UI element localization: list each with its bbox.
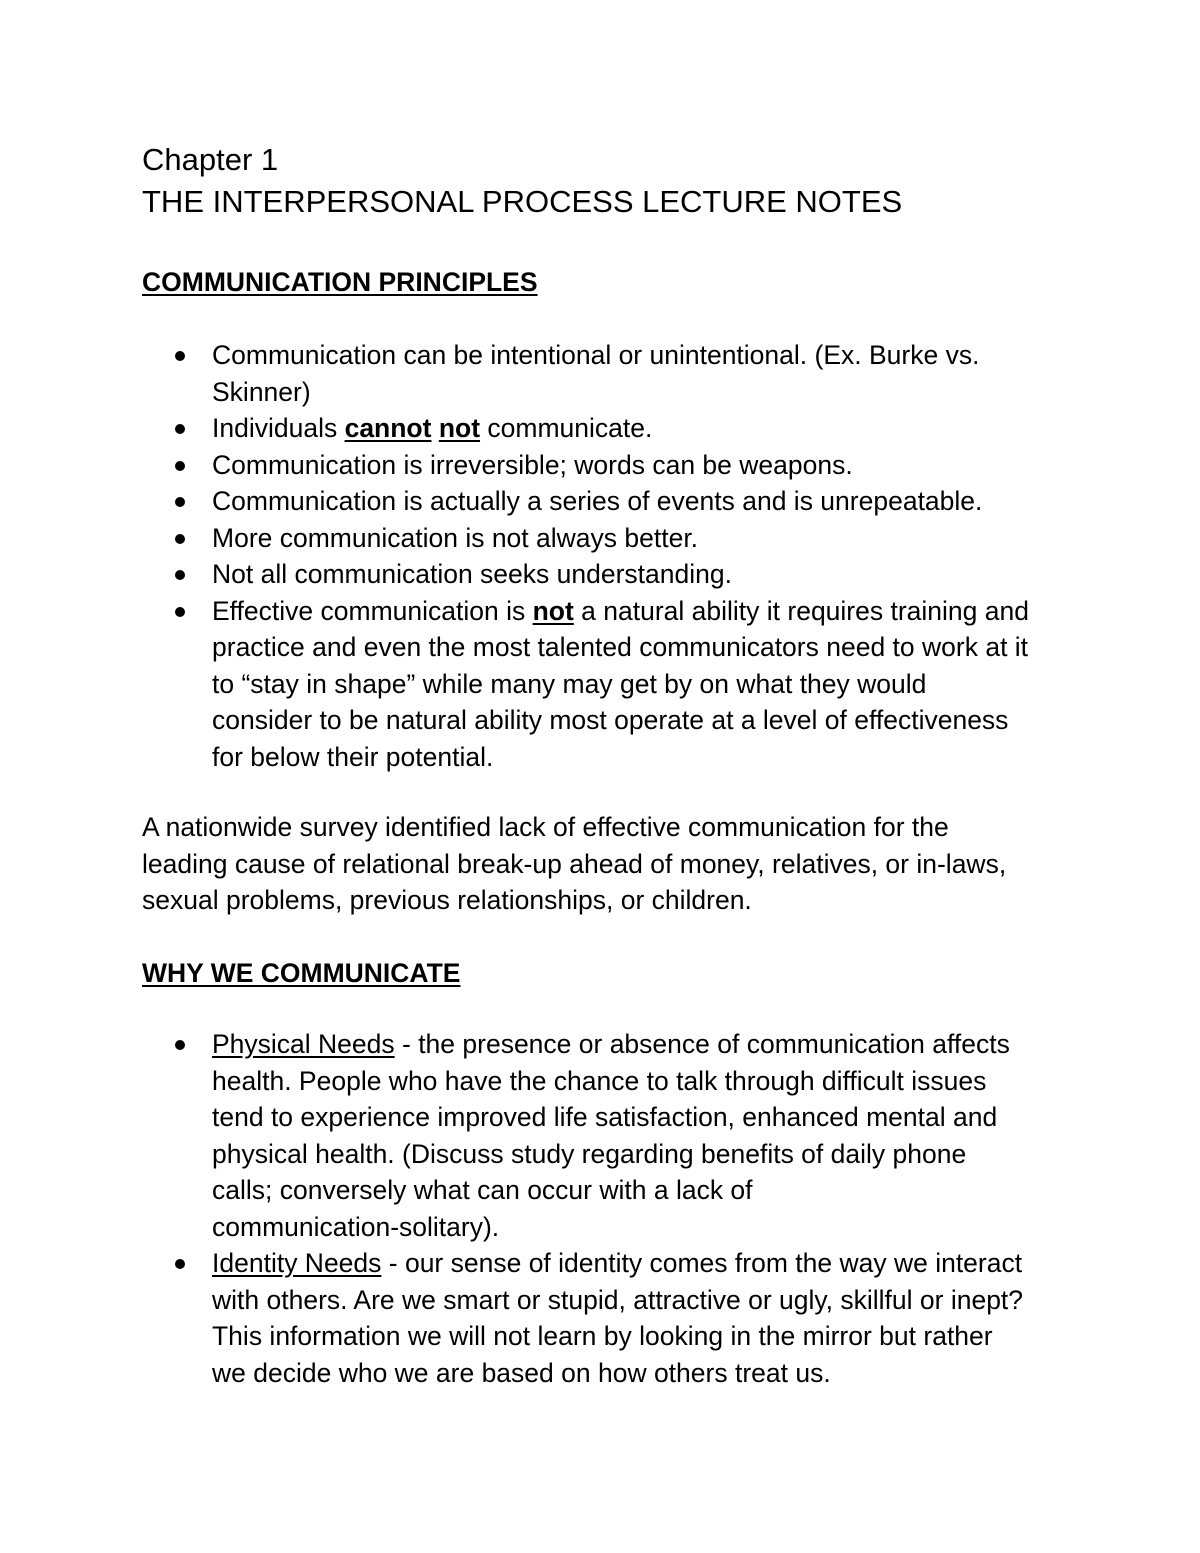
list-item-line: calls; conversely what can occur with a lack of bbox=[212, 1175, 753, 1205]
list-item-line bbox=[212, 593, 1092, 630]
bullet-dot-icon bbox=[175, 461, 185, 471]
list-item bbox=[212, 1245, 1092, 1391]
list-item-line bbox=[212, 1026, 1092, 1063]
list-item bbox=[212, 593, 1092, 776]
page-title: THE INTERPERSONAL PROCESS LECTURE NOTES bbox=[142, 184, 903, 219]
list-item-line: for below their potential. bbox=[212, 741, 494, 772]
bullet-dot-icon bbox=[175, 1040, 185, 1050]
section-heading-communication-principles: COMMUNICATION PRINCIPLES bbox=[142, 267, 538, 297]
list-item-text: Individuals bbox=[212, 413, 345, 443]
list-item bbox=[212, 410, 1092, 447]
bullet-dot-icon bbox=[175, 351, 185, 361]
bullet-dot-icon bbox=[175, 570, 185, 580]
list-item-line: we decide who we are based on how others treat us. bbox=[212, 1357, 831, 1388]
list-item-text: - our sense of identity comes from the way we interact bbox=[381, 1248, 1023, 1278]
paragraph-line: A nationwide survey identified lack of effective communication for the bbox=[142, 812, 949, 842]
list-item-line: physical health. (Discuss study regarding benefits of daily phone bbox=[212, 1138, 967, 1169]
list-item-text bbox=[431, 413, 438, 443]
list-item-line: Communication can be intentional or unintentional. (Ex. Burke vs. bbox=[212, 340, 980, 370]
list-item-line: Communication is irreversible; words can be weapons. bbox=[212, 449, 853, 480]
paragraph-line: sexual problems, previous relationships, or children. bbox=[142, 885, 752, 915]
list-item-line: Skinner) bbox=[212, 376, 311, 407]
list-item-text: - the presence or absence of communication affects bbox=[394, 1029, 1010, 1059]
list-item-line: Communication is actually a series of events and is unrepeatable. bbox=[212, 486, 983, 516]
list-item bbox=[212, 447, 1092, 484]
paragraph-line: leading cause of relational break-up ahead of money, relatives, or in-laws, bbox=[142, 848, 1007, 879]
list-item bbox=[212, 556, 1092, 593]
emphasis-not: not bbox=[532, 595, 574, 626]
list-item bbox=[212, 483, 1092, 520]
list-item-line: communication-solitary). bbox=[212, 1211, 500, 1242]
emphasis-not: not bbox=[438, 413, 481, 443]
list-item-line: health. People who have the chance to talk through difficult issues bbox=[212, 1065, 987, 1096]
list-item-line bbox=[212, 1245, 1092, 1282]
term-identity-needs: Identity Needs bbox=[212, 1248, 382, 1278]
section-heading-why-we-communicate: WHY WE COMMUNICATE bbox=[142, 958, 461, 988]
bullet-dot-icon bbox=[175, 534, 185, 544]
list-item-text: communicate. bbox=[480, 413, 653, 443]
bullet-dot-icon bbox=[175, 424, 185, 434]
list-item bbox=[212, 1026, 1092, 1245]
list-item-line: More communication is not always better. bbox=[212, 522, 699, 553]
list-item-line: with others. Are we smart or stupid, attractive or ugly, skillful or inept? bbox=[212, 1284, 1024, 1315]
list-item-line: to “stay in shape” while many may get by on what they would bbox=[212, 668, 927, 699]
bullet-dot-icon bbox=[175, 497, 185, 507]
list-item-line: tend to experience improved life satisfaction, enhanced mental and bbox=[212, 1102, 998, 1132]
chapter-label: Chapter 1 bbox=[142, 142, 279, 177]
why-we-communicate-list bbox=[212, 1026, 1092, 1391]
list-item-line bbox=[212, 410, 1092, 447]
list-item-text: Effective communication is bbox=[212, 595, 533, 626]
list-item-line: Not all communication seeks understanding. bbox=[212, 559, 732, 589]
list-item-line: practice and even the most talented communicators need to work at it bbox=[212, 632, 1029, 662]
list-item bbox=[212, 520, 1092, 557]
term-physical-needs: Physical Needs bbox=[212, 1029, 395, 1059]
survey-paragraph bbox=[142, 809, 1062, 919]
bullet-dot-icon bbox=[175, 607, 185, 617]
list-item-line: This information we will not learn by looking in the mirror but rather bbox=[212, 1321, 993, 1351]
emphasis-cannot: cannot bbox=[344, 413, 432, 443]
bullet-dot-icon bbox=[175, 1259, 185, 1269]
list-item bbox=[212, 337, 1092, 410]
list-item-line: consider to be natural ability most operate at a level of effectiveness bbox=[212, 705, 1009, 735]
communication-principles-list bbox=[212, 337, 1092, 775]
list-item-text: a natural ability it requires training and bbox=[573, 595, 1029, 626]
